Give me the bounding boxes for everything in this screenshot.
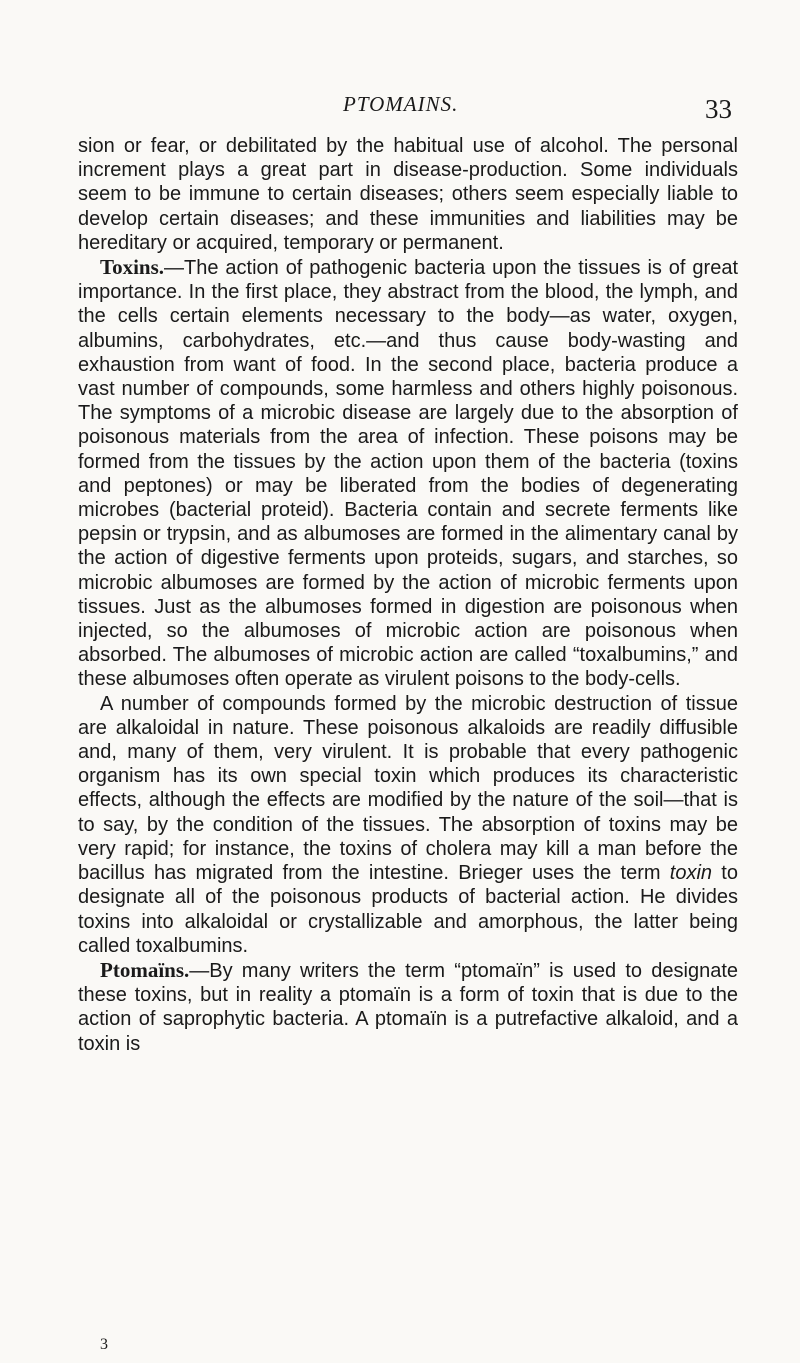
section-heading-ptomains: Ptomaïns. [100, 957, 190, 982]
running-title: PTOMAINS. [343, 92, 459, 116]
italic-term: toxin [669, 862, 713, 885]
section-heading-toxins: Toxins. [100, 255, 165, 280]
paragraph-continuation [78, 134, 738, 255]
paragraph-text: —The action of pathogenic bacteria upon the tissues is of great importance. In the first place, they abstract from the blood, the lymph, and the cells certain elements necessary to the body—as water, oxygen, albumins, carbohydrates, etc.—and thus cause body-wasting and exhaustion from want of food. In the second place, bacteria produce a vast number of compounds, some harmless and others highly poisonous. The symptoms of a microbic disease are largely due to the absorption of poisonous materials from the area of infection. These poisons may be formed from the tissues by the action upon them of the bacteria (toxins and peptones) or may be liberated from the bodies of degenerating microbes (bacterial proteid). Bacteria contain and secrete ferments like pepsin or trypsin, and as albumoses are formed in the alimentary canal by the action of digestive ferments upon proteids, sugars, and starches, so microbic albumoses are formed by the action of microbic ferments upon tissues. Just as the albumoses formed in digestion are poisonous when injected, so the albumoses of microbic action are poisonous when absorbed. The albumoses of microbic action are called “toxalbumins,” and these albumoses often operate as virulent poisons to the body-cells. [78, 257, 738, 691]
paragraph-text: A number of compounds formed by the microbic destruction of tissue are alkaloidal in nature. These poisonous alkaloids are readily diffusible and, many of them, very virulent. It is probable that every pathogenic organism has its own special toxin which produces its characteristic effects, although the effects are modified by the nature of the soil—that is to say, by the condition of the tissues. The absorption of toxins may be very rapid; for instance, the toxins of cholera may kill a man before the bacillus has migrated from the intestine. Brieger uses the term [78, 692, 738, 885]
paragraph-text: to designate all of the poisonous products of bacterial action. He divides toxins into alkaloidal or crystallizable and amorphous, the latter being called toxalbumins. [78, 862, 738, 957]
signature-mark: 3 [100, 1336, 108, 1353]
page-number: 33 [705, 94, 732, 124]
paragraph-ptomains [78, 958, 738, 1056]
paragraph-toxins [78, 255, 738, 692]
paragraph-text: sion or fear, or debilitated by the habitual use of alcohol. The personal increment plays a great part in disease-production. Some individuals seem to be immune to certain diseases; others seem especially liable to develop certain diseases; and these immunities and liabilities may be hereditary or acquired, temporary or permanent. [78, 135, 738, 254]
body-text [78, 134, 738, 1056]
paragraph-alkaloids [78, 692, 738, 958]
paragraph-text: —By many writers the term “ptomaïn” is used to designate these toxins, but in reality a ptomaïn is a form of toxin that is due to the action of saprophytic bacteria. A ptomaïn is a putrefactive alkaloid, and a toxin is [78, 959, 738, 1055]
